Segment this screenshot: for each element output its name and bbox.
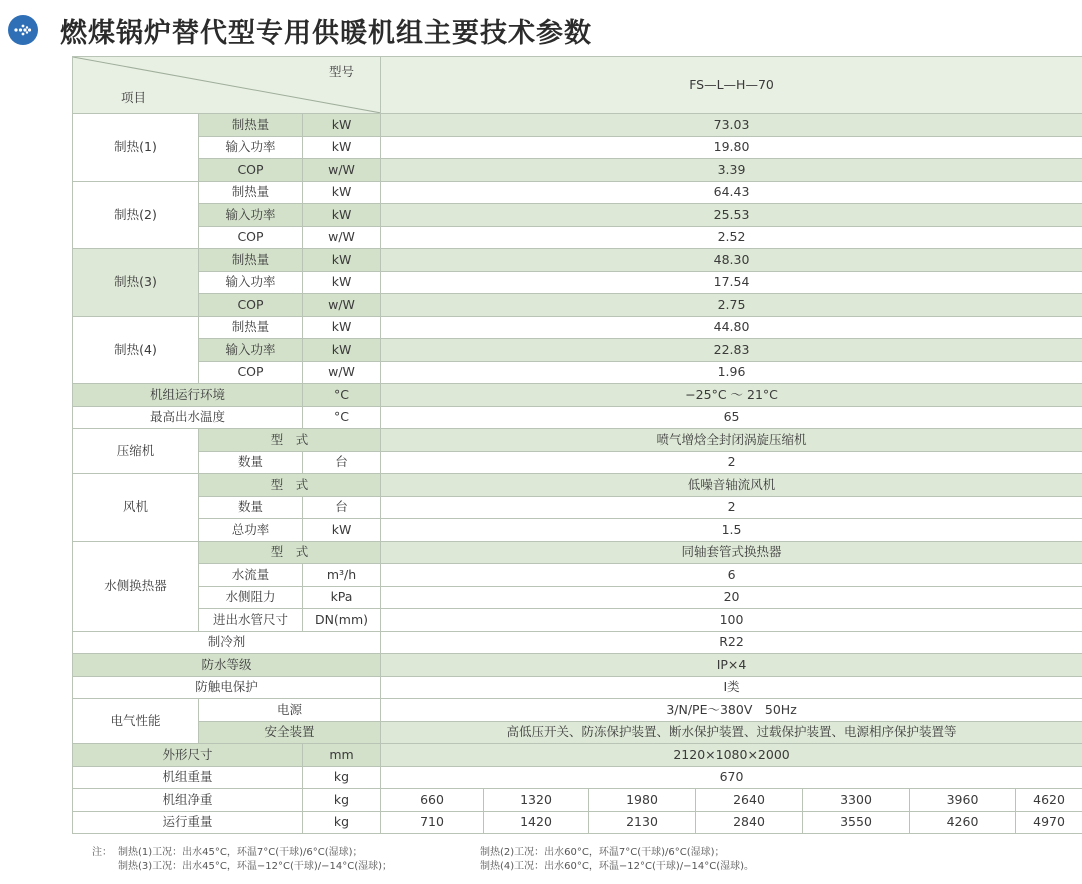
net-weight-cell: 3960 (910, 789, 1016, 812)
fan-power-value: 1.5 (381, 519, 1082, 542)
row-value: 19.80 (381, 136, 1082, 159)
net-weight-cell: 2640 (696, 789, 803, 812)
row-name: 制热量 (199, 181, 303, 204)
row-name: 制热量 (199, 249, 303, 272)
heating-3-label: 制热(3) (73, 249, 199, 317)
row-unit: kW (303, 114, 381, 137)
water-hx-label: 水侧换热器 (73, 541, 199, 631)
net-weight-cell: 1980 (589, 789, 696, 812)
row-unit: kW (303, 181, 381, 204)
row-value: 22.83 (381, 339, 1082, 362)
waterproof-value: IP×4 (381, 654, 1082, 677)
net-weight-cell: 1320 (484, 789, 589, 812)
row-unit: w/W (303, 159, 381, 182)
net-weight-cell: 4620 (1016, 789, 1082, 812)
water-resistance-name: 水侧阻力 (199, 586, 303, 609)
row-value: 44.80 (381, 316, 1082, 339)
water-resistance-value: 20 (381, 586, 1082, 609)
arrow-dots-icon (8, 15, 38, 45)
row-unit: w/W (303, 361, 381, 384)
model-label: 型号 (329, 64, 355, 79)
row-name: 制热量 (199, 114, 303, 137)
op-weight-cell: 1420 (484, 811, 589, 834)
net-weight-cell: 3300 (803, 789, 910, 812)
note-3: 制热(3)工况：出水45°C，环温−12°C(干球)/−14°C(湿球)； (118, 861, 393, 872)
fan-qty-name: 数量 (199, 496, 303, 519)
op-weight-cell: 710 (381, 811, 484, 834)
note-1: 制热(1)工况：出水45°C，环温7°C(干球)/6°C(湿球)； (118, 847, 363, 858)
row-name: COP (199, 361, 303, 384)
row-unit: kW (303, 316, 381, 339)
max-temp-value: 65 (381, 406, 1082, 429)
op-weight-cell: 2840 (696, 811, 803, 834)
op-weight-name: 运行重量 (73, 811, 303, 834)
fan-type-name: 型 式 (199, 474, 381, 497)
water-resistance-unit: kPa (303, 586, 381, 609)
water-flow-unit: m³/h (303, 564, 381, 587)
note-lead: 注： (92, 847, 112, 858)
fan-qty-unit: 台 (303, 496, 381, 519)
pipe-size-unit: DN(mm) (303, 609, 381, 632)
op-weight-cell: 4970 (1016, 811, 1082, 834)
pipe-size-value: 100 (381, 609, 1082, 632)
row-name: COP (199, 294, 303, 317)
safety-name: 安全装置 (199, 721, 381, 744)
title-row (8, 8, 592, 52)
op-weight-cell: 3550 (803, 811, 910, 834)
compressor-qty-name: 数量 (199, 451, 303, 474)
row-name: COP (199, 226, 303, 249)
fan-qty-value: 2 (381, 496, 1082, 519)
row-value: 25.53 (381, 204, 1082, 227)
safety-value: 高低压开关、防冻保护装置、断水保护装置、过载保护装置、电源相序保护装置等 (381, 721, 1082, 744)
row-value: 3.39 (381, 159, 1082, 182)
header-corner-cell (73, 57, 381, 114)
compressor-label: 压缩机 (73, 429, 199, 474)
dims-name: 外形尺寸 (73, 744, 303, 767)
compressor-qty-value: 2 (381, 451, 1082, 474)
weight-name: 机组重量 (73, 766, 303, 789)
row-unit: kW (303, 249, 381, 272)
dims-value: 2120×1080×2000 (381, 744, 1082, 767)
row-name: 输入功率 (199, 339, 303, 362)
model-value: FS—L—H—70 (381, 57, 1082, 114)
fan-label: 风机 (73, 474, 199, 542)
op-weight-cell: 4260 (910, 811, 1016, 834)
row-unit: kW (303, 136, 381, 159)
page-title: 燃煤锅炉替代型专用供暖机组主要技术参数 (60, 17, 592, 49)
power-supply-name: 电源 (199, 699, 381, 722)
heating-4-label: 制热(4) (73, 316, 199, 384)
dims-unit: mm (303, 744, 381, 767)
row-name: 输入功率 (199, 204, 303, 227)
row-unit: kW (303, 271, 381, 294)
row-value: 1.96 (381, 361, 1082, 384)
row-name: COP (199, 159, 303, 182)
row-unit: w/W (303, 294, 381, 317)
water-flow-value: 6 (381, 564, 1082, 587)
row-value: 73.03 (381, 114, 1082, 137)
spec-table (72, 56, 1082, 834)
fan-power-name: 总功率 (199, 519, 303, 542)
item-label: 项目 (121, 90, 147, 106)
water-hx-type-value: 同轴套管式换热器 (381, 541, 1082, 564)
pipe-size-name: 进出水管尺寸 (199, 609, 303, 632)
row-value: 2.52 (381, 226, 1082, 249)
heating-2-label: 制热(2) (73, 181, 199, 249)
fan-power-unit: kW (303, 519, 381, 542)
waterproof-name: 防水等级 (73, 654, 381, 677)
refrigerant-name: 制冷剂 (73, 631, 381, 654)
row-value: 48.30 (381, 249, 1082, 272)
row-unit: kW (303, 204, 381, 227)
electrical-label: 电气性能 (73, 699, 199, 744)
max-temp-name: 最高出水温度 (73, 406, 303, 429)
row-unit: w/W (303, 226, 381, 249)
power-supply-value: 3/N/PE～380V 50Hz (381, 699, 1082, 722)
water-hx-type-name: 型 式 (199, 541, 381, 564)
weight-value: 670 (381, 766, 1082, 789)
compressor-qty-unit: 台 (303, 451, 381, 474)
env-name: 机组运行环境 (73, 384, 303, 407)
op-weight-cell: 2130 (589, 811, 696, 834)
row-value: 17.54 (381, 271, 1082, 294)
compressor-type-value: 喷气增焓全封闭涡旋压缩机 (381, 429, 1082, 452)
row-name: 输入功率 (199, 271, 303, 294)
row-value: 64.43 (381, 181, 1082, 204)
net-weight-cell: 660 (381, 789, 484, 812)
water-flow-name: 水流量 (199, 564, 303, 587)
row-unit: kW (303, 339, 381, 362)
env-unit: °C (303, 384, 381, 407)
row-value: 2.75 (381, 294, 1082, 317)
heating-1-label: 制热(1) (73, 114, 199, 182)
weight-unit: kg (303, 766, 381, 789)
refrigerant-value: R22 (381, 631, 1082, 654)
row-name: 制热量 (199, 316, 303, 339)
op-weight-unit: kg (303, 811, 381, 834)
net-weight-unit: kg (303, 789, 381, 812)
note-2: 制热(2)工况：出水60°C，环温7°C(干球)/6°C(湿球)； (480, 847, 725, 858)
shock-value: Ⅰ类 (381, 676, 1082, 699)
compressor-type-name: 型 式 (199, 429, 381, 452)
fan-type-value: 低噪音轴流风机 (381, 474, 1082, 497)
net-weight-name: 机组净重 (73, 789, 303, 812)
note-4: 制热(4)工况：出水60°C，环温−12°C(干球)/−14°C(湿球)。 (480, 861, 755, 872)
max-temp-unit: °C (303, 406, 381, 429)
env-value: −25°C ～ 21°C (381, 384, 1082, 407)
shock-name: 防触电保护 (73, 676, 381, 699)
row-name: 输入功率 (199, 136, 303, 159)
footnote (92, 846, 754, 874)
